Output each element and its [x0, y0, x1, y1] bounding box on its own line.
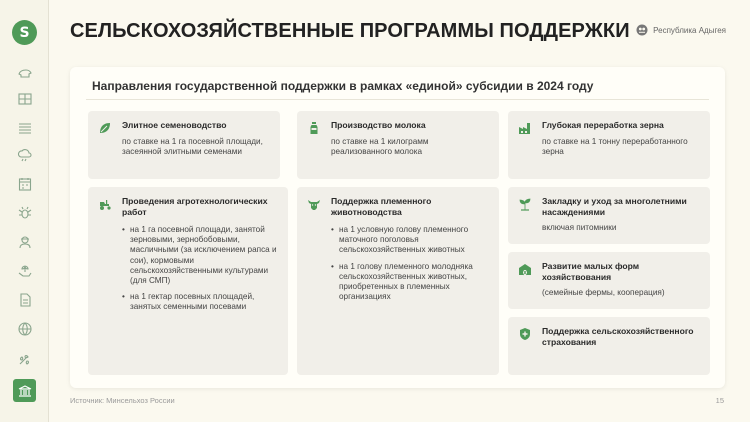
calendar-icon — [17, 176, 33, 192]
card-title: Производство молока — [331, 120, 426, 130]
sidebar-item-livestock[interactable] — [0, 62, 49, 84]
card-perennial-plantings — [508, 187, 710, 244]
card-text: по ставке на 1 тонну переработанного зерна — [542, 136, 688, 156]
list-item: • на 1 голову племенного молодняка сельскохозяйственных животных, приобретенных в племенных организациях — [331, 262, 491, 303]
farmer-icon — [17, 234, 33, 250]
card-title: Поддержка сельскохозяйственного страхования — [542, 326, 694, 347]
leaf-icon — [98, 121, 112, 135]
weather-icon — [17, 147, 33, 163]
cow-icon — [307, 197, 321, 211]
storage-icon — [17, 91, 33, 107]
card-grain-processing — [508, 111, 710, 179]
card-title: Закладку и уход за многолетними насаждениями — [542, 196, 687, 217]
sidebar-item-calendar[interactable] — [0, 173, 49, 195]
globe-icon — [17, 321, 33, 337]
panel-divider — [86, 99, 709, 100]
list-item: • на 1 условную голову племенного маточного поголовья сельскохозяйственных животных — [331, 225, 491, 256]
card-small-farms — [508, 252, 710, 309]
sidebar — [0, 0, 49, 422]
card-text: по ставке на 1 га посевной площади, засеянной элитными семенами — [122, 136, 263, 156]
crop-icon — [17, 351, 33, 367]
sidebar-item-crop[interactable] — [0, 348, 49, 370]
factory-icon — [518, 121, 532, 135]
field-icon — [17, 119, 33, 135]
panel-title: Направления государственной поддержки в рамках «единой» субсидии в 2024 году — [92, 79, 594, 93]
sidebar-item-weather[interactable] — [0, 144, 49, 166]
page-number: 15 — [715, 396, 724, 405]
card-title: Поддержка племенного животноводства — [331, 196, 432, 217]
hands-plant-icon — [17, 263, 33, 279]
region-label — [636, 24, 726, 36]
pest-icon — [17, 205, 33, 221]
card-text: включая питомники — [542, 223, 617, 232]
card-text: (семейные фермы, кооперация) — [542, 288, 665, 297]
card-title: Глубокая переработка зерна — [542, 120, 664, 130]
sidebar-item-pest[interactable] — [0, 202, 49, 224]
farm-house-icon — [518, 262, 532, 276]
region-name: Республика Адыгея — [653, 25, 726, 35]
sidebar-item-bank[interactable] — [13, 379, 36, 402]
card-milk-production — [297, 111, 499, 179]
document-icon — [17, 292, 33, 308]
shield-plus-icon — [518, 327, 532, 341]
support-panel — [70, 67, 725, 388]
card-title: Развитие малых форм хозяйствования — [542, 261, 640, 282]
bank-icon — [17, 383, 33, 399]
page-title: СЕЛЬСКОХОЗЯЙСТВЕННЫЕ ПРОГРАММЫ ПОДДЕРЖКИ — [70, 20, 630, 42]
sidebar-item-storage[interactable] — [0, 88, 49, 110]
livestock-icon — [17, 65, 33, 81]
card-title: Проведения агротехнологических работ — [122, 196, 268, 217]
sidebar-item-field[interactable] — [0, 116, 49, 138]
card-elite-seeds — [88, 111, 280, 179]
card-list — [331, 225, 491, 302]
source-note: Источник: Минсельхоз России — [70, 396, 175, 405]
list-item: • на 1 га посевной площади, занятой зерновыми, зернобобовыми, масличными (за исключением рапса и сои), кормовыми сельскохозяйственными культурами (для СМП) — [122, 225, 280, 286]
milk-bottle-icon — [307, 121, 321, 135]
card-text: по ставке на 1 килограмм реализованного молока — [331, 136, 429, 156]
sidebar-item-hands-plant[interactable] — [0, 260, 49, 282]
sidebar-item-farmer[interactable] — [0, 231, 49, 253]
card-breeding-livestock — [297, 187, 499, 375]
sidebar-item-document[interactable] — [0, 289, 49, 311]
card-agrotech-works — [88, 187, 288, 375]
region-emblem-icon — [636, 24, 648, 36]
list-item: • на 1 гектар посевных площадей, занятых семенными посевами — [122, 292, 280, 312]
sidebar-item-globe[interactable] — [0, 318, 49, 340]
card-list — [122, 225, 280, 313]
sprout-icon — [518, 197, 532, 211]
card-title: Элитное семеноводство — [122, 120, 227, 130]
card-agri-insurance — [508, 317, 710, 375]
tractor-icon — [98, 197, 112, 211]
app-logo[interactable]: S — [12, 20, 37, 45]
